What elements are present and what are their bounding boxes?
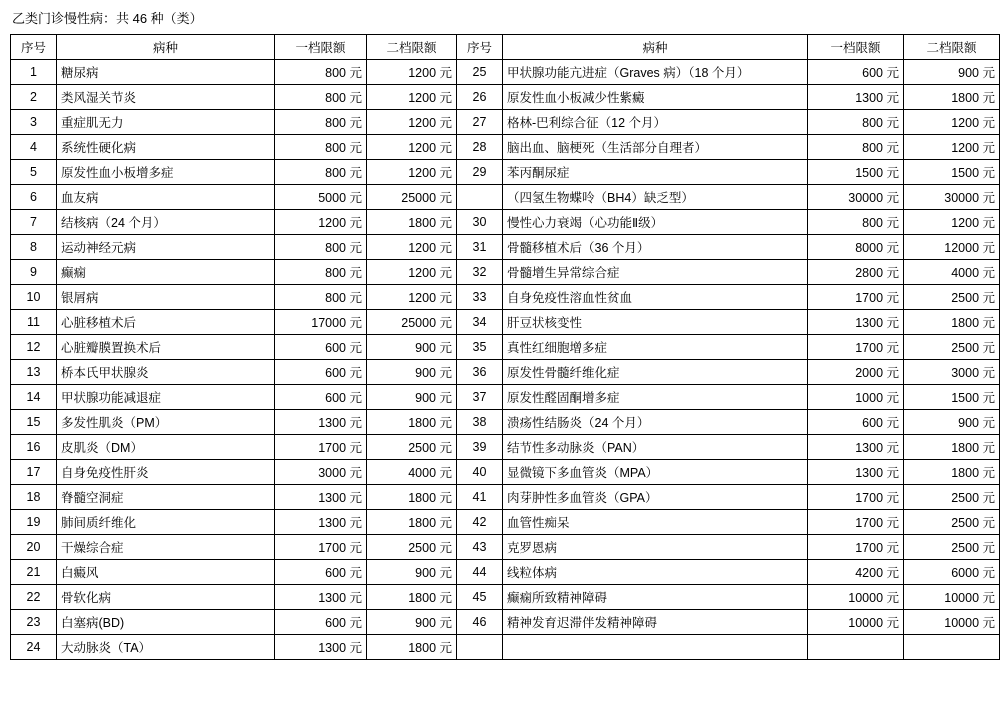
cell-limit1-left: 800 元 — [275, 260, 367, 285]
cell-limit1-left: 1300 元 — [275, 635, 367, 660]
cell-limit1-left: 600 元 — [275, 385, 367, 410]
cell-limit1-left: 1700 元 — [275, 435, 367, 460]
cell-limit2-left: 1800 元 — [367, 210, 457, 235]
cell-limit1-left: 600 元 — [275, 610, 367, 635]
cell-limit2-left: 1800 元 — [367, 485, 457, 510]
cell-index-left: 7 — [11, 210, 57, 235]
cell-index-right: 46 — [457, 610, 503, 635]
cell-disease-right: 精神发育迟滞伴发精神障碍 — [503, 610, 808, 635]
cell-disease-left: 血友病 — [57, 185, 275, 210]
cell-disease-right: 肉芽肿性多血管炎（GPA） — [503, 485, 808, 510]
cell-index-right: 39 — [457, 435, 503, 460]
cell-limit1-right: 1500 元 — [808, 160, 904, 185]
cell-disease-left: 白塞病(BD) — [57, 610, 275, 635]
cell-limit1-left: 800 元 — [275, 110, 367, 135]
cell-limit1-right: 2000 元 — [808, 360, 904, 385]
cell-index-left: 13 — [11, 360, 57, 385]
header-index-right: 序号 — [457, 35, 503, 60]
cell-limit2-right: 1800 元 — [904, 310, 1000, 335]
cell-disease-right: 克罗恩病 — [503, 535, 808, 560]
cell-limit1-right: 1300 元 — [808, 310, 904, 335]
cell-disease-right: 自身免疫性溶血性贫血 — [503, 285, 808, 310]
cell-limit1-right: 800 元 — [808, 210, 904, 235]
cell-limit1-left: 1300 元 — [275, 510, 367, 535]
cell-disease-left: 肺间质纤维化 — [57, 510, 275, 535]
table-row — [11, 410, 1000, 435]
cell-limit1-right — [808, 635, 904, 660]
cell-limit2-right: 1800 元 — [904, 85, 1000, 110]
cell-disease-left: 甲状腺功能减退症 — [57, 385, 275, 410]
cell-index-left: 15 — [11, 410, 57, 435]
cell-limit1-left: 3000 元 — [275, 460, 367, 485]
cell-index-left: 14 — [11, 385, 57, 410]
cell-disease-left: 癫痫 — [57, 260, 275, 285]
cell-limit2-left: 1800 元 — [367, 635, 457, 660]
table-row — [11, 185, 1000, 210]
cell-disease-left: 脊髓空洞症 — [57, 485, 275, 510]
cell-index-left: 24 — [11, 635, 57, 660]
cell-limit1-right: 800 元 — [808, 110, 904, 135]
cell-disease-right: 原发性醛固酮增多症 — [503, 385, 808, 410]
cell-limit1-left: 5000 元 — [275, 185, 367, 210]
cell-index-left: 20 — [11, 535, 57, 560]
cell-limit2-right: 1500 元 — [904, 385, 1000, 410]
cell-index-right: 32 — [457, 260, 503, 285]
cell-disease-left: 大动脉炎（TA） — [57, 635, 275, 660]
cell-limit1-right: 1300 元 — [808, 435, 904, 460]
table-row — [11, 335, 1000, 360]
cell-limit2-left: 25000 元 — [367, 185, 457, 210]
cell-index-left: 8 — [11, 235, 57, 260]
cell-index-right: 37 — [457, 385, 503, 410]
cell-limit1-left: 600 元 — [275, 360, 367, 385]
table-row — [11, 210, 1000, 235]
cell-disease-left: 原发性血小板增多症 — [57, 160, 275, 185]
cell-disease-right: 溃疡性结肠炎（24 个月） — [503, 410, 808, 435]
cell-limit2-right: 2500 元 — [904, 535, 1000, 560]
cell-index-left: 12 — [11, 335, 57, 360]
cell-limit2-left: 1200 元 — [367, 260, 457, 285]
cell-limit2-left: 1200 元 — [367, 160, 457, 185]
cell-index-right: 28 — [457, 135, 503, 160]
cell-disease-right: （四氢生物蝶呤（BH4）缺乏型） — [503, 185, 808, 210]
header-limit2-right: 二档限额 — [904, 35, 1000, 60]
cell-index-right: 34 — [457, 310, 503, 335]
cell-limit1-right: 600 元 — [808, 60, 904, 85]
cell-index-right: 31 — [457, 235, 503, 260]
cell-index-left: 5 — [11, 160, 57, 185]
cell-disease-left: 结核病（24 个月） — [57, 210, 275, 235]
cell-index-right — [457, 635, 503, 660]
table-row — [11, 635, 1000, 660]
table-row — [11, 460, 1000, 485]
cell-limit1-right: 1300 元 — [808, 85, 904, 110]
cell-disease-right: 慢性心力衰竭（心功能Ⅱ级） — [503, 210, 808, 235]
cell-limit2-left: 1200 元 — [367, 285, 457, 310]
cell-index-left: 22 — [11, 585, 57, 610]
cell-limit1-right: 2800 元 — [808, 260, 904, 285]
table-row — [11, 360, 1000, 385]
cell-disease-left: 自身免疫性肝炎 — [57, 460, 275, 485]
cell-index-left: 4 — [11, 135, 57, 160]
cell-index-right: 36 — [457, 360, 503, 385]
cell-limit2-right: 1500 元 — [904, 160, 1000, 185]
cell-disease-right: 真性红细胞增多症 — [503, 335, 808, 360]
cell-index-right: 30 — [457, 210, 503, 235]
cell-disease-left: 银屑病 — [57, 285, 275, 310]
cell-limit2-right: 1200 元 — [904, 210, 1000, 235]
cell-index-right: 38 — [457, 410, 503, 435]
table-row — [11, 385, 1000, 410]
cell-limit2-left: 1200 元 — [367, 235, 457, 260]
chronic-disease-table — [10, 34, 1000, 660]
cell-disease-left: 多发性肌炎（PM） — [57, 410, 275, 435]
cell-limit2-right — [904, 635, 1000, 660]
cell-limit2-left: 2500 元 — [367, 535, 457, 560]
cell-index-right: 43 — [457, 535, 503, 560]
cell-disease-left: 骨软化病 — [57, 585, 275, 610]
cell-disease-left: 糖尿病 — [57, 60, 275, 85]
cell-limit1-left: 600 元 — [275, 560, 367, 585]
cell-disease-right: 原发性血小板减少性紫癜 — [503, 85, 808, 110]
cell-disease-left: 类风湿关节炎 — [57, 85, 275, 110]
cell-limit1-left: 800 元 — [275, 235, 367, 260]
cell-limit2-right: 30000 元 — [904, 185, 1000, 210]
header-index-left: 序号 — [11, 35, 57, 60]
cell-disease-right: 甲状腺功能亢进症（Graves 病）（18 个月） — [503, 60, 808, 85]
cell-limit1-left: 17000 元 — [275, 310, 367, 335]
table-row — [11, 560, 1000, 585]
cell-disease-right: 血管性痴呆 — [503, 510, 808, 535]
cell-index-left: 23 — [11, 610, 57, 635]
cell-limit2-right: 2500 元 — [904, 485, 1000, 510]
cell-disease-right: 骨髓移植术后（36 个月） — [503, 235, 808, 260]
table-row — [11, 510, 1000, 535]
cell-index-left: 21 — [11, 560, 57, 585]
cell-limit1-left: 800 元 — [275, 135, 367, 160]
cell-index-left: 6 — [11, 185, 57, 210]
cell-limit2-left: 900 元 — [367, 610, 457, 635]
cell-disease-left: 白癜风 — [57, 560, 275, 585]
cell-index-right: 25 — [457, 60, 503, 85]
cell-limit1-right: 1700 元 — [808, 510, 904, 535]
cell-limit2-right: 1200 元 — [904, 135, 1000, 160]
cell-limit2-right: 900 元 — [904, 410, 1000, 435]
cell-index-left: 11 — [11, 310, 57, 335]
table-row — [11, 85, 1000, 110]
header-limit2-left: 二档限额 — [367, 35, 457, 60]
cell-limit2-left: 2500 元 — [367, 435, 457, 460]
cell-limit1-right: 10000 元 — [808, 610, 904, 635]
cell-disease-right: 苯丙酮尿症 — [503, 160, 808, 185]
cell-limit1-right: 10000 元 — [808, 585, 904, 610]
table-row — [11, 310, 1000, 335]
cell-limit1-right: 1700 元 — [808, 485, 904, 510]
cell-index-right: 44 — [457, 560, 503, 585]
cell-disease-right: 脑出血、脑梗死（生活部分自理者） — [503, 135, 808, 160]
cell-limit2-left: 1200 元 — [367, 135, 457, 160]
cell-limit1-left: 800 元 — [275, 285, 367, 310]
cell-limit1-right: 30000 元 — [808, 185, 904, 210]
table-row — [11, 110, 1000, 135]
cell-limit2-left: 1200 元 — [367, 110, 457, 135]
cell-limit2-left: 900 元 — [367, 385, 457, 410]
table-row — [11, 485, 1000, 510]
cell-index-left: 19 — [11, 510, 57, 535]
cell-disease-left: 干燥综合症 — [57, 535, 275, 560]
table-row — [11, 160, 1000, 185]
table-row — [11, 585, 1000, 610]
cell-limit1-left: 800 元 — [275, 60, 367, 85]
cell-index-left: 17 — [11, 460, 57, 485]
cell-disease-right: 结节性多动脉炎（PAN） — [503, 435, 808, 460]
cell-limit2-right: 1800 元 — [904, 460, 1000, 485]
cell-index-right: 33 — [457, 285, 503, 310]
cell-index-right: 45 — [457, 585, 503, 610]
cell-limit1-left: 1300 元 — [275, 585, 367, 610]
cell-limit2-left: 900 元 — [367, 560, 457, 585]
cell-limit1-left: 1300 元 — [275, 410, 367, 435]
cell-limit2-right: 1200 元 — [904, 110, 1000, 135]
cell-limit2-left: 1800 元 — [367, 510, 457, 535]
cell-limit2-right: 900 元 — [904, 60, 1000, 85]
cell-limit2-left: 4000 元 — [367, 460, 457, 485]
header-disease-left: 病种 — [57, 35, 275, 60]
cell-index-left: 3 — [11, 110, 57, 135]
cell-index-right: 42 — [457, 510, 503, 535]
cell-limit2-right: 2500 元 — [904, 335, 1000, 360]
table-body — [11, 60, 1000, 660]
cell-disease-left: 运动神经元病 — [57, 235, 275, 260]
header-disease-right: 病种 — [503, 35, 808, 60]
table-row — [11, 260, 1000, 285]
cell-disease-left: 心脏瓣膜置换术后 — [57, 335, 275, 360]
cell-limit2-right: 3000 元 — [904, 360, 1000, 385]
cell-limit1-left: 1300 元 — [275, 485, 367, 510]
cell-index-left: 10 — [11, 285, 57, 310]
cell-limit1-right: 4200 元 — [808, 560, 904, 585]
cell-limit2-left: 1200 元 — [367, 60, 457, 85]
cell-limit2-left: 1800 元 — [367, 585, 457, 610]
cell-limit1-right: 800 元 — [808, 135, 904, 160]
cell-limit1-right: 1700 元 — [808, 335, 904, 360]
cell-limit2-left: 900 元 — [367, 360, 457, 385]
cell-disease-left: 重症肌无力 — [57, 110, 275, 135]
cell-limit2-right: 2500 元 — [904, 510, 1000, 535]
cell-limit2-right: 2500 元 — [904, 285, 1000, 310]
cell-limit2-right: 4000 元 — [904, 260, 1000, 285]
cell-index-left: 2 — [11, 85, 57, 110]
cell-limit2-left: 900 元 — [367, 335, 457, 360]
cell-index-left: 9 — [11, 260, 57, 285]
table-row — [11, 435, 1000, 460]
table-row — [11, 235, 1000, 260]
page-title: 乙类门诊慢性病：共 46 种（类） — [12, 11, 203, 26]
cell-index-left: 18 — [11, 485, 57, 510]
cell-limit2-left: 1200 元 — [367, 85, 457, 110]
cell-index-right: 27 — [457, 110, 503, 135]
cell-index-left: 1 — [11, 60, 57, 85]
cell-limit1-right: 600 元 — [808, 410, 904, 435]
cell-disease-right: 格林-巴利综合征（12 个月） — [503, 110, 808, 135]
cell-limit2-right: 6000 元 — [904, 560, 1000, 585]
cell-limit1-left: 800 元 — [275, 85, 367, 110]
cell-index-right — [457, 185, 503, 210]
cell-limit2-left: 25000 元 — [367, 310, 457, 335]
cell-index-right: 40 — [457, 460, 503, 485]
table-row — [11, 610, 1000, 635]
cell-disease-left: 皮肌炎（DM） — [57, 435, 275, 460]
cell-disease-right: 骨髓增生异常综合症 — [503, 260, 808, 285]
cell-limit2-right: 10000 元 — [904, 610, 1000, 635]
cell-limit1-left: 1200 元 — [275, 210, 367, 235]
table-row — [11, 60, 1000, 85]
cell-limit1-right: 1000 元 — [808, 385, 904, 410]
cell-limit1-right: 8000 元 — [808, 235, 904, 260]
table-row — [11, 285, 1000, 310]
cell-disease-right: 癫痫所致精神障碍 — [503, 585, 808, 610]
cell-limit2-left: 1800 元 — [367, 410, 457, 435]
cell-index-right: 35 — [457, 335, 503, 360]
cell-disease-right: 线粒体病 — [503, 560, 808, 585]
cell-limit1-left: 1700 元 — [275, 535, 367, 560]
cell-disease-right: 原发性骨髓纤维化症 — [503, 360, 808, 385]
cell-index-right: 29 — [457, 160, 503, 185]
cell-limit1-right: 1300 元 — [808, 460, 904, 485]
cell-disease-left: 系统性硬化病 — [57, 135, 275, 160]
cell-disease-right: 显微镜下多血管炎（MPA） — [503, 460, 808, 485]
cell-limit2-right: 12000 元 — [904, 235, 1000, 260]
cell-limit1-left: 800 元 — [275, 160, 367, 185]
cell-limit1-right: 1700 元 — [808, 285, 904, 310]
cell-limit2-right: 1800 元 — [904, 435, 1000, 460]
cell-disease-right: 肝豆状核变性 — [503, 310, 808, 335]
cell-limit2-right: 10000 元 — [904, 585, 1000, 610]
header-row — [11, 35, 1000, 60]
cell-index-left: 16 — [11, 435, 57, 460]
header-limit1-right: 一档限额 — [808, 35, 904, 60]
cell-limit1-left: 600 元 — [275, 335, 367, 360]
cell-index-right: 26 — [457, 85, 503, 110]
cell-disease-left: 桥本氏甲状腺炎 — [57, 360, 275, 385]
cell-limit1-right: 1700 元 — [808, 535, 904, 560]
cell-disease-left: 心脏移植术后 — [57, 310, 275, 335]
header-limit1-left: 一档限额 — [275, 35, 367, 60]
table-row — [11, 535, 1000, 560]
table-header — [11, 35, 1000, 60]
cell-disease-right — [503, 635, 808, 660]
cell-index-right: 41 — [457, 485, 503, 510]
table-row — [11, 135, 1000, 160]
